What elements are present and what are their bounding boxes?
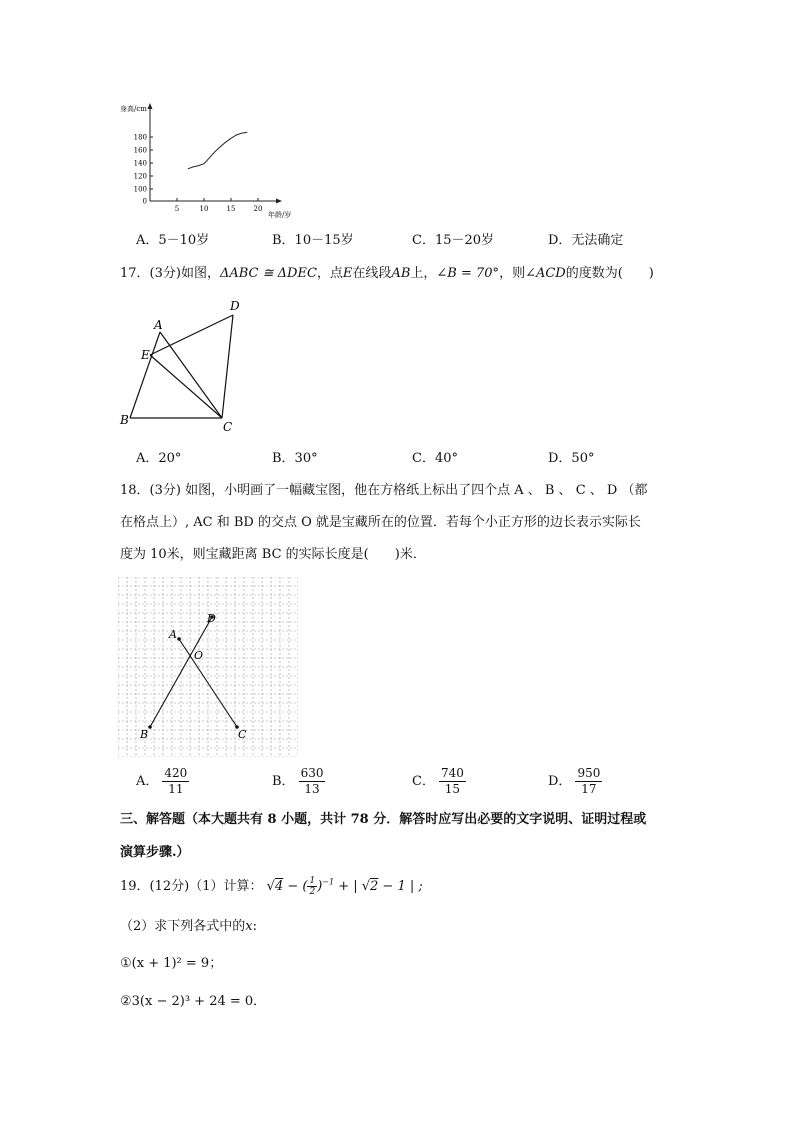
section3-heading-line1: 三、解答题（本大题共有 8 小题，共计 78 分．解答时应写出必要的文字说明、证明过程或	[120, 812, 647, 827]
x-tick-label: 20	[253, 205, 263, 213]
segment-ac	[160, 332, 222, 418]
q19-equation-1: ①(x + 1)² = 9；	[120, 956, 223, 971]
treasure-map-grid	[118, 577, 298, 757]
y-tick-label: 160	[133, 146, 147, 155]
fraction: $\frac{950}{17}$	[577, 766, 601, 796]
y-tick-label: 100	[133, 185, 147, 194]
y-tick-label: 0	[142, 197, 147, 206]
q16-option-d[interactable]: D．无法确定	[548, 233, 624, 248]
grid-label-d: D	[207, 612, 216, 625]
label-e: E	[141, 348, 150, 362]
label-b: B	[120, 413, 129, 427]
height-age-chart	[110, 95, 295, 225]
q17-option-d[interactable]: D．50°	[548, 451, 595, 466]
y-tick-label: 180	[133, 133, 147, 142]
q17-option-b[interactable]: B．30°	[272, 451, 318, 466]
x-tick-label: 5	[174, 205, 180, 213]
q16-option-b[interactable]: B．10－15岁	[272, 233, 354, 248]
triangle-figure	[110, 292, 250, 437]
fraction: $\frac{420}{11}$	[164, 766, 188, 796]
segment-dc	[222, 315, 233, 418]
chart-ylabel: 身高/cm	[120, 105, 147, 113]
q18-stem-line2: 在格点上）, AC 和 BD 的交点 O 就是宝藏所在的位置．若每个小正方形的边长表示实际长	[120, 515, 641, 530]
segment-ec	[150, 355, 222, 418]
section3-heading-line2: 演算步骤.）	[120, 845, 190, 860]
label-a: A	[154, 318, 163, 332]
y-tick-label: 120	[133, 172, 147, 181]
x-tick-label: 15	[226, 205, 236, 213]
point-b	[148, 725, 152, 729]
x-tick-label: 10	[199, 205, 209, 213]
fraction: $\frac{740}{15}$	[440, 766, 464, 796]
grid-label-c: C	[238, 728, 247, 741]
grid-label-o: O	[194, 649, 204, 662]
q18-option-a[interactable]: A． $\frac{420}{11}$	[136, 766, 188, 796]
q19-equation-2: ②3(x − 2)³ + 24 = 0．	[120, 994, 267, 1009]
label-c: C	[223, 420, 233, 434]
y-tick-label: 140	[133, 159, 147, 168]
fraction: $\frac{630}{13}$	[300, 766, 324, 796]
q17-option-c[interactable]: C．40°	[412, 451, 458, 466]
q17-stem: 17．(3分)如图，ΔABC ≅ ΔDEC，点E在线段AB上，∠B = 70°，则∠ACD的度数为( )	[120, 266, 654, 281]
q16-option-a[interactable]: A．5－10岁	[136, 233, 210, 248]
q18-option-c[interactable]: C． $\frac{740}{15}$	[412, 766, 464, 796]
height-growth-curve	[188, 132, 247, 168]
q19-part1: 19．(12分)（1）计算： √4 − ( $\frac{1}{2}$ )$^{-1}$ + | √2 − 1 | ;	[120, 876, 423, 897]
q19-part2: （2）求下列各式中的x:	[120, 919, 258, 934]
q18-option-d[interactable]: D． $\frac{950}{17}$	[548, 766, 601, 796]
x-axis-arrow	[276, 199, 282, 204]
q19-expression: √4 − ( $\frac{1}{2}$ )$^{-1}$ + | √2 − 1 | ;	[266, 876, 423, 897]
q18-option-b[interactable]: B． $\frac{630}{13}$	[272, 766, 324, 796]
q18-stem-line1: 18．(3分) 如图，小明画了一幅藏宝图，他在方格纸上标出了四个点 A 、 B 、 C 、 D （都	[120, 483, 648, 498]
q18-stem-line3: 度为 10米，则宝藏距离 BC 的实际长度是( )米．	[120, 547, 426, 562]
chart-xlabel: 年龄/岁	[268, 211, 292, 219]
grid-label-b: B	[140, 728, 149, 741]
label-d: D	[230, 299, 240, 313]
grid-label-a: A	[169, 628, 177, 641]
q16-option-c[interactable]: C．15－20岁	[412, 233, 495, 248]
segment-ba	[130, 332, 160, 418]
q17-option-a[interactable]: A．20°	[136, 451, 182, 466]
point-a	[177, 637, 181, 641]
y-axis-arrow	[148, 103, 153, 109]
